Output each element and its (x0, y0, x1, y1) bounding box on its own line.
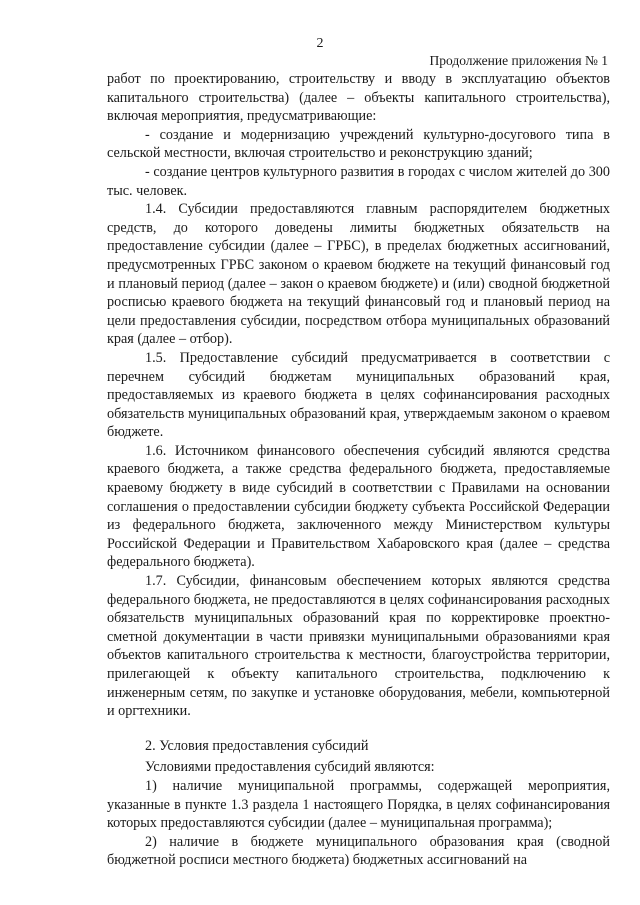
paragraph-1-5: 1.5. Предоставление субсидий предусматривается в соответствии с перечнем субсидий бюджетам муниципальных образований края, предоставляемых из краевого бюджета в целях софинансирования расходных обязательств муниципальных образований края, утверждаемым законом о краевом бюджете. (107, 349, 610, 441)
paragraph-list-item-urban: - создание центров культурного развития в городах с числом жителей до 300 тыс. человек. (107, 163, 610, 199)
paragraph-1-4: 1.4. Субсидии предоставляются главным распорядителем бюджетных средств, до которого доведены лимиты бюджетных обязательств на предоставление субсидии (далее – ГРБС), в пределах бюджетных ассигнований, предусмотренных ГРБС законом о краевом бюджете на текущий финансовый год и плановый период (далее – закон о краевом бюджете) и (или) сводной бюджетной росписью краевого бюджета на текущий финансовый год и плановый период на цели предоставления субсидии, посредством отбора муниципальных образований края (далее – отбор). (107, 201, 610, 348)
appendix-note: Продолжение приложения № 1 (429, 53, 608, 68)
document-body (107, 70, 610, 870)
paragraph-1-7: 1.7. Субсидии, финансовым обеспечением которых являются средства федерального бюджета, не предоставляются в целях софинансирования расходных обязательств муниципальных образований края по корректировке проектно-сметной документации в части привязки муниципальными образованиями края объектов капитального строительства к местности, благоустройства территории, прилегающей к объекту капитального строительства, подключению к инженерным сетям, по закупке и установке оборудования, мебели, компьютерной и оргтехники. (107, 573, 610, 720)
paragraph-condition-2: 2) наличие в бюджете муниципального образования края (сводной бюджетной росписи местного бюджета) бюджетных ассигнований на (107, 833, 610, 869)
section-2-heading: 2. Условия предоставления субсидий (145, 737, 369, 754)
paragraph-list-item-rural: - создание и модернизацию учреждений культурно-досугового типа в сельской местности, включая строительство и реконструкцию зданий; (107, 126, 610, 162)
paragraph-continuation: работ по проектированию, строительству и вводу в эксплуатацию объектов капитального строительства) (далее – объекты капитального строительства), включая мероприятия, предусматривающие: (107, 71, 610, 125)
paragraph-condition-1: 1) наличие муниципальной программы, содержащей мероприятия, указанные в пункте 1.3 раздела 1 настоящего Порядка, в целях софинансирования которых предоставляются субсидии (далее – муниципальная программа); (107, 777, 610, 832)
page-number: 2 (316, 36, 324, 51)
paragraph-conditions-intro: Условиями предоставления субсидий являются: (145, 759, 435, 776)
paragraph-1-6: 1.6. Источником финансового обеспечения субсидий являются средства краевого бюджета, а также средства федерального бюджета, предоставляемые краевому бюджету в виде субсидий в соответствии с Правилами на основании соглашения о предоставлении субсидии бюджету субъекта Российской Федерации из федерального бюджета, заключенного между Министерством культуры Российской Федерации и Правительством Хабаровского края (далее – средства федерального бюджета). (107, 442, 610, 571)
